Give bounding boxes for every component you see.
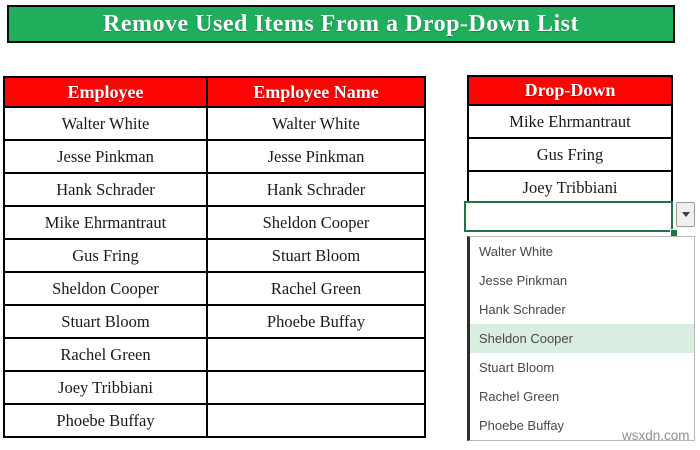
employee-cell[interactable]: Stuart Bloom bbox=[4, 305, 207, 338]
employee-name-cell[interactable]: Stuart Bloom bbox=[207, 239, 425, 272]
table-row bbox=[4, 338, 425, 371]
active-dropdown-cell[interactable] bbox=[464, 201, 673, 232]
dropdown-item[interactable]: Walter White bbox=[479, 244, 553, 259]
employee-name-cell[interactable]: Phoebe Buffay bbox=[207, 305, 425, 338]
dropdown-used-cell[interactable]: Joey Tribbiani bbox=[468, 171, 672, 204]
employee-header-cell[interactable]: Employee bbox=[4, 77, 207, 107]
employee-cell[interactable]: Phoebe Buffay bbox=[4, 404, 207, 437]
employee-table bbox=[3, 76, 426, 438]
dropdown-arrow-button[interactable] bbox=[676, 202, 695, 227]
dropdown-table bbox=[467, 75, 673, 205]
table-row bbox=[4, 305, 425, 338]
table-header-row bbox=[468, 76, 672, 105]
employee-name-cell[interactable] bbox=[207, 371, 425, 404]
employee-name-cell[interactable]: Rachel Green bbox=[207, 272, 425, 305]
dropdown-item-highlighted[interactable]: Sheldon Cooper bbox=[470, 324, 694, 353]
dropdown-item[interactable]: Hank Schrader bbox=[479, 302, 566, 317]
table-row bbox=[4, 239, 425, 272]
table-row bbox=[4, 272, 425, 305]
employee-cell[interactable]: Joey Tribbiani bbox=[4, 371, 207, 404]
table-header-row bbox=[4, 77, 425, 107]
employee-cell[interactable]: Gus Fring bbox=[4, 239, 207, 272]
employee-name-cell[interactable]: Jesse Pinkman bbox=[207, 140, 425, 173]
dropdown-list bbox=[467, 236, 695, 441]
dropdown-item[interactable]: Phoebe Buffay bbox=[479, 418, 565, 433]
employee-cell[interactable]: Mike Ehrmantraut bbox=[4, 206, 207, 239]
table-row bbox=[4, 140, 425, 173]
employee-cell[interactable]: Sheldon Cooper bbox=[4, 272, 207, 305]
employee-cell[interactable]: Hank Schrader bbox=[4, 173, 207, 206]
employee-cell[interactable]: Walter White bbox=[4, 107, 207, 140]
chevron-down-icon bbox=[682, 212, 690, 217]
employee-cell[interactable]: Jesse Pinkman bbox=[4, 140, 207, 173]
dropdown-used-cell[interactable]: Mike Ehrmantraut bbox=[468, 105, 672, 138]
watermark: wsxdn.com bbox=[622, 428, 690, 443]
employee-name-header-cell[interactable]: Employee Name bbox=[207, 77, 425, 107]
page-title: Remove Used Items From a Drop-Down List bbox=[103, 10, 579, 37]
employee-name-cell[interactable]: Sheldon Cooper bbox=[207, 206, 425, 239]
dropdown-item[interactable]: Jesse Pinkman bbox=[479, 273, 568, 288]
table-row bbox=[4, 206, 425, 239]
table-row bbox=[4, 107, 425, 140]
employee-name-cell[interactable]: Walter White bbox=[207, 107, 425, 140]
title-banner bbox=[7, 5, 675, 43]
employee-name-cell[interactable] bbox=[207, 338, 425, 371]
dropdown-item[interactable]: Stuart Bloom bbox=[479, 360, 555, 375]
employee-name-cell[interactable] bbox=[207, 404, 425, 437]
table-row bbox=[4, 173, 425, 206]
dropdown-item[interactable]: Rachel Green bbox=[479, 389, 560, 404]
table-row bbox=[468, 138, 672, 171]
table-row bbox=[468, 171, 672, 204]
dropdown-used-cell[interactable]: Gus Fring bbox=[468, 138, 672, 171]
employee-cell[interactable]: Rachel Green bbox=[4, 338, 207, 371]
table-row bbox=[4, 404, 425, 437]
employee-name-cell[interactable]: Hank Schrader bbox=[207, 173, 425, 206]
table-row bbox=[468, 105, 672, 138]
dropdown-header-cell[interactable]: Drop-Down bbox=[468, 76, 672, 105]
table-row bbox=[4, 371, 425, 404]
